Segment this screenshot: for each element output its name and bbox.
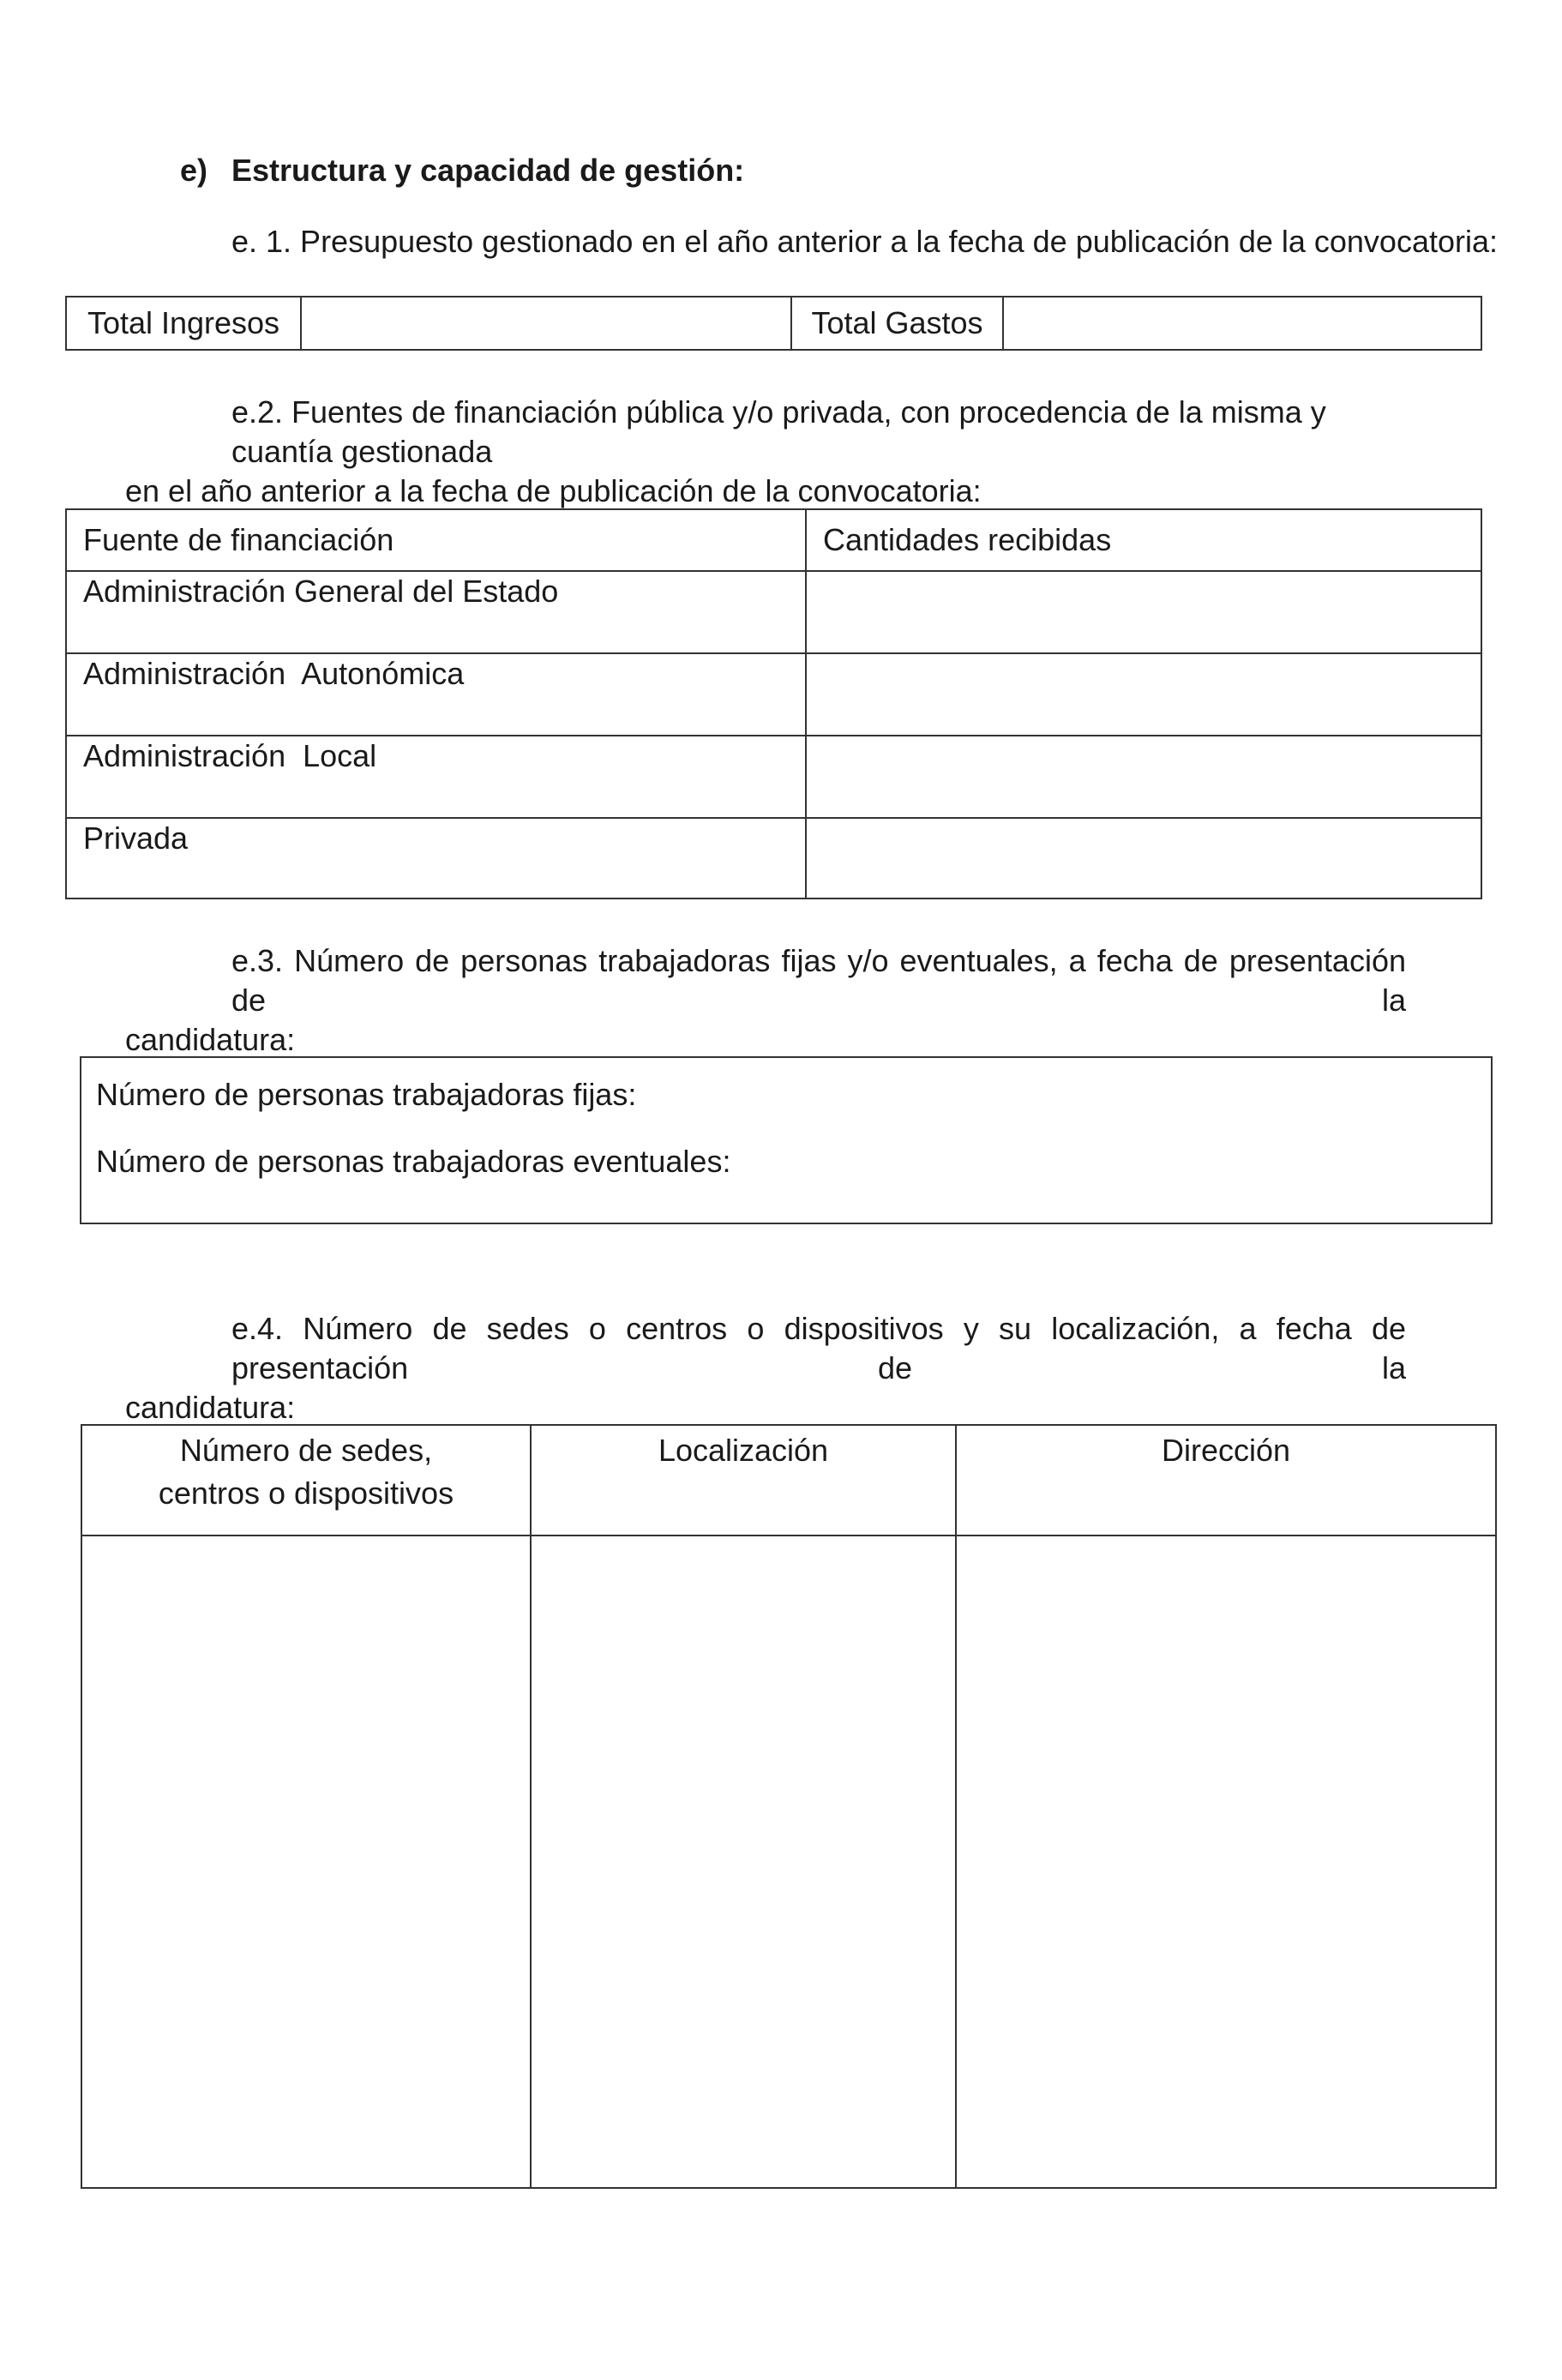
total-ingresos-label: Total Ingresos <box>87 305 280 340</box>
e2-text-line2: en el año anterior a la fecha de publicación de la convocatoria: <box>125 473 982 508</box>
e2-text-line1: e.2. Fuentes de financiación pública y/o privada, con procedencia de la misma y cuantía gestionada <box>231 394 1326 469</box>
total-gastos-label: Total Gastos <box>811 305 983 340</box>
staff-box <box>80 1056 1493 1224</box>
locations-location-field[interactable] <box>531 1536 956 2188</box>
total-gastos-label-cell <box>791 297 1003 350</box>
funding-amount-field[interactable] <box>806 571 1481 653</box>
funding-table <box>65 508 1482 899</box>
funding-source-cell <box>66 736 806 818</box>
table-row <box>66 653 1481 736</box>
budget-table <box>65 296 1482 351</box>
funding-amount-field[interactable] <box>806 653 1481 736</box>
funding-source-cell <box>66 571 806 653</box>
funding-amount-field[interactable] <box>806 736 1481 818</box>
staff-eventuales-field[interactable] <box>96 1144 730 1180</box>
e4-paragraph <box>125 1309 1406 1427</box>
funding-amount-field[interactable] <box>806 818 1481 899</box>
funding-source-cell <box>66 818 806 899</box>
e4-text-line2: candidatura: <box>125 1390 296 1425</box>
funding-header-source <box>66 509 806 571</box>
e3-text-line1: e.3. Número de personas trabajadoras fijas y/o eventuales, a fecha de presentación de la <box>231 943 1406 1018</box>
locations-header-location-label: Localización <box>658 1433 829 1468</box>
locations-header-address-label: Dirección <box>1161 1433 1291 1468</box>
staff-fijas-label: Número de personas trabajadoras fijas: <box>96 1077 637 1112</box>
locations-header-count-label: Número de sedes, centros o dispositivos <box>158 1433 454 1511</box>
locations-header-location <box>531 1425 956 1536</box>
e1-paragraph <box>231 222 1517 261</box>
e4-text-line1: e.4. Número de sedes o centros o dispositivos y su localización, a fecha de presentación de la <box>231 1311 1406 1385</box>
total-ingresos-field[interactable] <box>301 297 791 350</box>
funding-source-label: Administración Autonómica <box>83 656 465 691</box>
table-row <box>66 736 1481 818</box>
total-gastos-field[interactable] <box>1003 297 1481 350</box>
table-row <box>81 1536 1496 2188</box>
staff-eventuales-label: Número de personas trabajadoras eventuales: <box>96 1144 731 1179</box>
table-row <box>66 571 1481 653</box>
e3-paragraph <box>125 941 1406 1060</box>
funding-source-label: Administración Local <box>83 738 377 773</box>
section-heading <box>180 153 744 189</box>
total-ingresos-label-cell <box>66 297 301 350</box>
funding-header-amount-label: Cantidades recibidas <box>823 522 1112 557</box>
e1-text: e. 1. Presupuesto gestionado en el año anterior a la fecha de publicación de la convocatoria: <box>231 224 1499 259</box>
locations-address-field[interactable] <box>956 1536 1496 2188</box>
locations-table <box>81 1424 1497 2189</box>
locations-header-count <box>81 1425 531 1536</box>
section-letter: e) <box>180 153 208 188</box>
e2-paragraph <box>125 393 1411 511</box>
e3-text-line2: candidatura: <box>125 1022 296 1057</box>
funding-source-cell <box>66 653 806 736</box>
funding-source-label: Administración General del Estado <box>83 574 559 609</box>
locations-count-field[interactable] <box>81 1536 531 2188</box>
table-row <box>66 818 1481 899</box>
funding-header-amount <box>806 509 1481 571</box>
staff-fijas-field[interactable] <box>96 1077 636 1113</box>
funding-source-label: Privada <box>83 820 189 856</box>
locations-header-address <box>956 1425 1496 1536</box>
funding-header-source-label: Fuente de financiación <box>83 522 394 557</box>
section-title: Estructura y capacidad de gestión: <box>231 153 745 188</box>
